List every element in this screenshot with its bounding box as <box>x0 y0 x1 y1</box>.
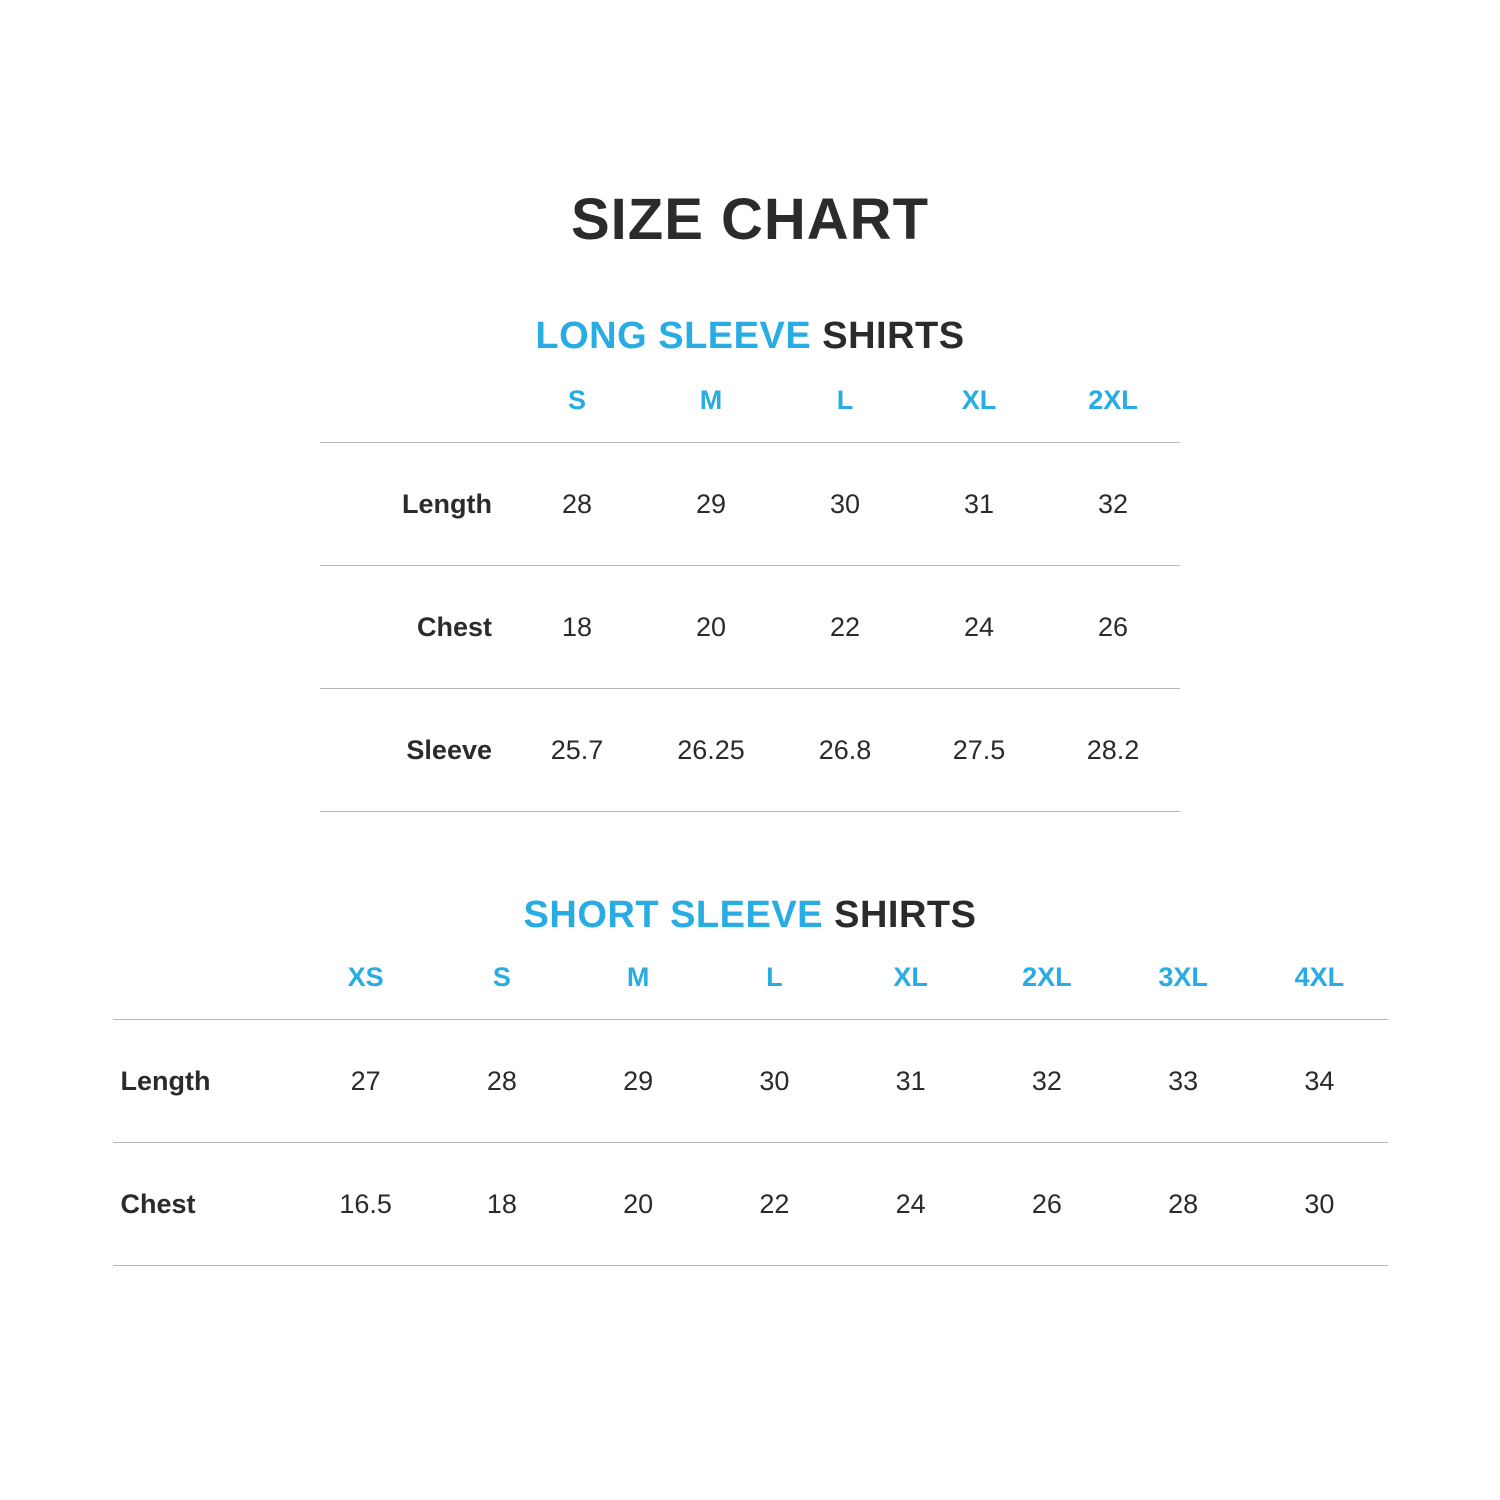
cell-chest-s: 18 <box>510 566 644 689</box>
cell-chest-4xl: 30 <box>1251 1143 1387 1266</box>
cell-length-2xl: 32 <box>979 1020 1115 1143</box>
table-corner-cell <box>320 384 510 443</box>
row-label-length: Length <box>113 1020 298 1143</box>
column-header-l: L <box>766 962 783 992</box>
cell-length-xs: 27 <box>298 1020 434 1143</box>
column-header-xl: XL <box>893 962 928 992</box>
column-header-s: S <box>567 385 586 415</box>
cell-sleeve-m: 26.25 <box>644 689 778 812</box>
table-row <box>320 689 1180 812</box>
column-header-2xl: 2XL <box>1088 385 1138 415</box>
table-header-row <box>113 961 1388 1020</box>
cell-length-l: 30 <box>778 443 912 566</box>
row-label-chest: Chest <box>320 566 510 689</box>
cell-chest-m: 20 <box>644 566 778 689</box>
column-header-m: M <box>626 962 650 992</box>
cell-sleeve-s: 25.7 <box>510 689 644 812</box>
cell-chest-m: 20 <box>570 1143 706 1266</box>
column-header-m: M <box>699 385 723 415</box>
cell-length-l: 30 <box>706 1020 842 1143</box>
cell-length-s: 28 <box>510 443 644 566</box>
cell-length-xl: 31 <box>912 443 1046 566</box>
long-sleeve-size-table <box>320 384 1180 812</box>
column-header-4xl: 4XL <box>1294 962 1345 992</box>
cell-sleeve-2xl: 28.2 <box>1046 689 1180 812</box>
long-sleeve-heading-dark: SHIRTS <box>822 315 965 357</box>
table-corner-cell <box>113 961 298 1020</box>
cell-chest-xs: 16.5 <box>298 1143 434 1266</box>
cell-length-m: 29 <box>570 1020 706 1143</box>
short-sleeve-size-table <box>113 961 1388 1266</box>
cell-length-4xl: 34 <box>1251 1020 1387 1143</box>
table-row <box>113 1020 1388 1143</box>
cell-chest-xl: 24 <box>843 1143 979 1266</box>
short-sleeve-heading-accent: SHORT SLEEVE <box>523 894 824 936</box>
cell-length-2xl: 32 <box>1046 443 1180 566</box>
cell-chest-3xl: 28 <box>1115 1143 1251 1266</box>
table-header-row <box>320 384 1180 443</box>
page-title: SIZE CHART <box>571 187 929 252</box>
column-header-s: S <box>492 962 511 992</box>
long-sleeve-heading-accent: LONG SLEEVE <box>535 315 812 357</box>
row-label-length: Length <box>320 443 510 566</box>
table-row <box>113 1143 1388 1266</box>
cell-chest-l: 22 <box>706 1143 842 1266</box>
short-sleeve-heading <box>0 894 1500 937</box>
column-header-l: L <box>836 385 854 415</box>
column-header-2xl: 2XL <box>1022 962 1072 992</box>
cell-chest-2xl: 26 <box>1046 566 1180 689</box>
short-sleeve-heading-dark: SHIRTS <box>834 894 977 936</box>
row-label-sleeve: Sleeve <box>320 689 510 812</box>
cell-chest-s: 18 <box>434 1143 570 1266</box>
cell-length-3xl: 33 <box>1115 1020 1251 1143</box>
long-sleeve-heading <box>0 315 1500 358</box>
short-sleeve-section <box>0 894 1500 1266</box>
cell-length-m: 29 <box>644 443 778 566</box>
row-label-chest: Chest <box>113 1143 298 1266</box>
long-sleeve-section <box>0 315 1500 812</box>
cell-chest-l: 22 <box>778 566 912 689</box>
column-header-xs: XS <box>347 962 384 992</box>
cell-sleeve-xl: 27.5 <box>912 689 1046 812</box>
table-row <box>320 566 1180 689</box>
cell-chest-xl: 24 <box>912 566 1046 689</box>
cell-chest-2xl: 26 <box>979 1143 1115 1266</box>
cell-length-s: 28 <box>434 1020 570 1143</box>
column-header-3xl: 3XL <box>1158 962 1208 992</box>
cell-length-xl: 31 <box>843 1020 979 1143</box>
cell-sleeve-l: 26.8 <box>778 689 912 812</box>
column-header-xl: XL <box>961 385 997 415</box>
table-row <box>320 443 1180 566</box>
